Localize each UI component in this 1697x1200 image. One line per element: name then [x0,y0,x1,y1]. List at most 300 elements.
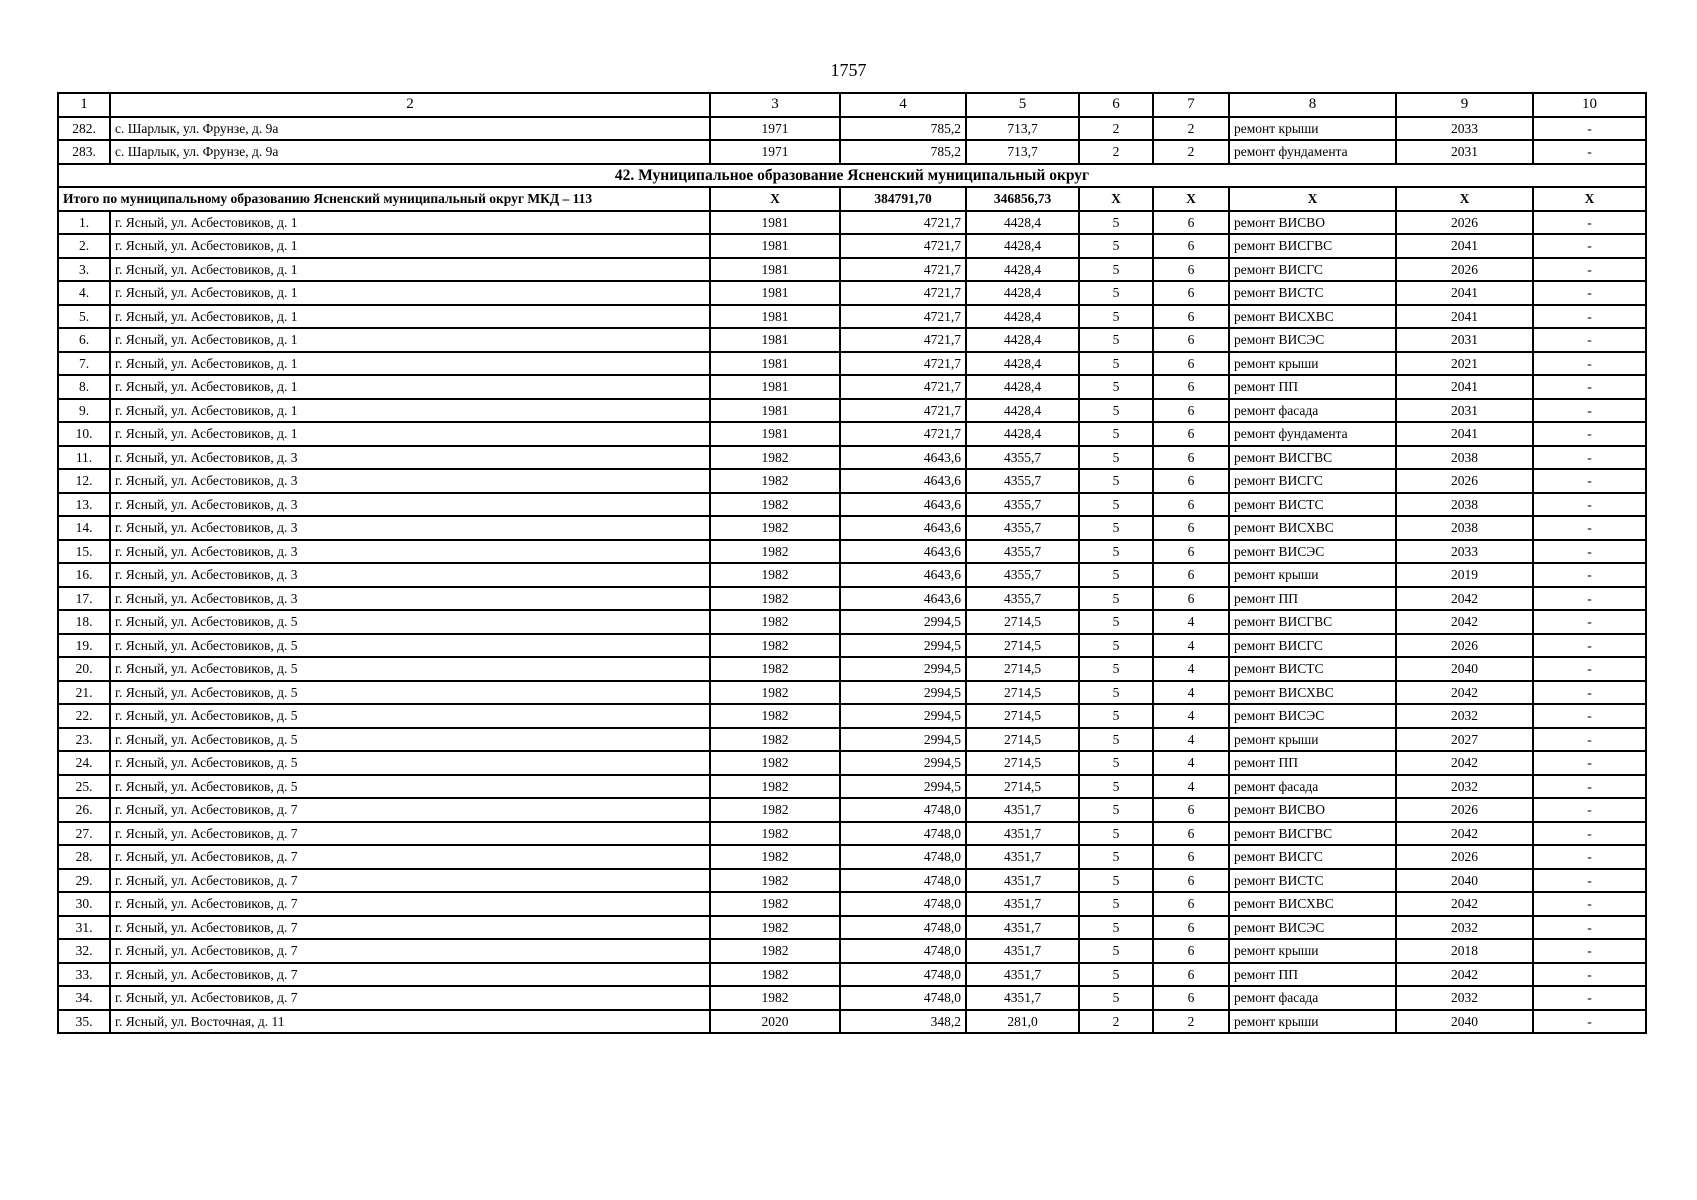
plan-year-cell: 2041 [1396,375,1533,399]
work-type-cell: ремонт фасада [1229,986,1396,1010]
column-header: 2 [110,93,710,117]
living-area-cell: 4355,7 [966,563,1079,587]
floors-cell: 5 [1079,258,1153,282]
total-area-cell: 4748,0 [840,939,966,963]
living-area-cell: 4351,7 [966,798,1079,822]
floors-cell: 5 [1079,775,1153,799]
living-area-cell: 4351,7 [966,939,1079,963]
living-area-cell: 713,7 [966,117,1079,141]
year-cell: 1982 [710,657,840,681]
address-cell: г. Ясный, ул. Асбестовиков, д. 3 [110,587,710,611]
year-cell: 1982 [710,704,840,728]
floors-cell: 5 [1079,798,1153,822]
floors-cell: 5 [1079,681,1153,705]
address-cell: г. Ясный, ул. Асбестовиков, д. 7 [110,939,710,963]
column-header: 3 [710,93,840,117]
year-cell: 1981 [710,422,840,446]
year-cell: 1982 [710,728,840,752]
entrances-cell: 6 [1153,916,1229,940]
address-cell: г. Ясный, ул. Асбестовиков, д. 7 [110,869,710,893]
address-cell: г. Ясный, ул. Асбестовиков, д. 3 [110,446,710,470]
work-type-cell: ремонт ВИСХВС [1229,516,1396,540]
work-type-cell: ремонт ВИСГС [1229,634,1396,658]
total-area-sum: 384791,70 [840,187,966,211]
table-row [58,563,1646,587]
living-area-cell: 4351,7 [966,845,1079,869]
col10-cell: - [1533,328,1646,352]
work-type-cell: ремонт фасада [1229,399,1396,423]
year-cell: 1982 [710,634,840,658]
work-type-cell: ремонт ВИСТС [1229,493,1396,517]
living-area-cell: 2714,5 [966,775,1079,799]
work-type-cell: ремонт ВИСЭС [1229,704,1396,728]
plan-year-cell: 2041 [1396,422,1533,446]
address-cell: г. Ясный, ул. Асбестовиков, д. 1 [110,234,710,258]
address-cell: г. Ясный, ул. Асбестовиков, д. 3 [110,540,710,564]
work-type-cell: ремонт крыши [1229,1010,1396,1034]
table-row [58,728,1646,752]
table-row [58,399,1646,423]
row-number-cell: 6. [58,328,110,352]
row-number-cell: 12. [58,469,110,493]
address-cell: г. Ясный, ул. Асбестовиков, д. 7 [110,845,710,869]
table-row [58,892,1646,916]
col10-cell: - [1533,281,1646,305]
living-area-cell: 4428,4 [966,211,1079,235]
year-cell: 1982 [710,775,840,799]
floors-cell: 5 [1079,986,1153,1010]
plan-year-cell: 2032 [1396,704,1533,728]
year-cell: 1981 [710,305,840,329]
work-type-cell: ремонт ПП [1229,375,1396,399]
entrances-cell: 6 [1153,563,1229,587]
year-cell: 1982 [710,493,840,517]
plan-year-cell: 2041 [1396,305,1533,329]
floors-cell: 5 [1079,869,1153,893]
address-cell: г. Ясный, ул. Асбестовиков, д. 5 [110,657,710,681]
row-number-cell: 10. [58,422,110,446]
address-cell: г. Ясный, ул. Восточная, д. 11 [110,1010,710,1034]
work-type-cell: ремонт ВИСГВС [1229,446,1396,470]
plan-year-cell: 2027 [1396,728,1533,752]
col10-cell: - [1533,1010,1646,1034]
row-number-cell: 1. [58,211,110,235]
floors-cell: 5 [1079,845,1153,869]
address-cell: г. Ясный, ул. Асбестовиков, д. 5 [110,751,710,775]
total-area-cell: 2994,5 [840,610,966,634]
total-area-cell: 4721,7 [840,211,966,235]
total-area-cell: 4748,0 [840,869,966,893]
total-year: Х [710,187,840,211]
living-area-cell: 4355,7 [966,540,1079,564]
plan-year-cell: 2031 [1396,399,1533,423]
table-row [58,704,1646,728]
total-area-cell: 4721,7 [840,399,966,423]
year-cell: 1982 [710,563,840,587]
year-cell: 1971 [710,117,840,141]
total-work: Х [1229,187,1396,211]
floors-cell: 5 [1079,516,1153,540]
work-type-cell: ремонт крыши [1229,728,1396,752]
table-row [58,845,1646,869]
table-row [58,469,1646,493]
year-cell: 1982 [710,845,840,869]
year-cell: 2020 [710,1010,840,1034]
living-area-cell: 2714,5 [966,728,1079,752]
plan-year-cell: 2033 [1396,117,1533,141]
plan-year-cell: 2026 [1396,211,1533,235]
table-row [58,587,1646,611]
entrances-cell: 6 [1153,281,1229,305]
column-header: 7 [1153,93,1229,117]
plan-year-cell: 2026 [1396,634,1533,658]
floors-cell: 5 [1079,657,1153,681]
entrances-cell: 6 [1153,211,1229,235]
row-number-cell: 30. [58,892,110,916]
col10-cell: - [1533,634,1646,658]
entrances-cell: 2 [1153,1010,1229,1034]
entrances-cell: 6 [1153,892,1229,916]
plan-year-cell: 2041 [1396,281,1533,305]
row-number-cell: 20. [58,657,110,681]
column-header: 8 [1229,93,1396,117]
total-area-cell: 2994,5 [840,704,966,728]
year-cell: 1982 [710,469,840,493]
col10-cell: - [1533,939,1646,963]
total-area-cell: 4643,6 [840,469,966,493]
entrances-cell: 6 [1153,422,1229,446]
floors-cell: 5 [1079,211,1153,235]
table-row [58,140,1646,164]
table-row [58,681,1646,705]
plan-year-cell: 2042 [1396,587,1533,611]
entrances-cell: 6 [1153,939,1229,963]
col10-cell: - [1533,892,1646,916]
living-area-cell: 4428,4 [966,258,1079,282]
living-area-cell: 4351,7 [966,916,1079,940]
total-area-cell: 4748,0 [840,892,966,916]
plan-year-cell: 2038 [1396,493,1533,517]
entrances-cell: 6 [1153,446,1229,470]
row-number-cell: 22. [58,704,110,728]
plan-year-cell: 2040 [1396,657,1533,681]
floors-cell: 5 [1079,728,1153,752]
work-type-cell: ремонт ВИСЭС [1229,916,1396,940]
column-number-header-row [58,93,1646,117]
address-cell: г. Ясный, ул. Асбестовиков, д. 3 [110,563,710,587]
living-area-cell: 4351,7 [966,869,1079,893]
address-cell: г. Ясный, ул. Асбестовиков, д. 7 [110,892,710,916]
entrances-cell: 2 [1153,140,1229,164]
col10-cell: - [1533,681,1646,705]
row-number-cell: 18. [58,610,110,634]
floors-cell: 5 [1079,493,1153,517]
address-cell: г. Ясный, ул. Асбестовиков, д. 3 [110,516,710,540]
work-type-cell: ремонт крыши [1229,117,1396,141]
table-row [58,422,1646,446]
floors-cell: 5 [1079,399,1153,423]
plan-year-cell: 2031 [1396,328,1533,352]
living-area-cell: 4355,7 [966,516,1079,540]
entrances-cell: 6 [1153,493,1229,517]
housing-registry-table [57,92,1647,1034]
col10-cell: - [1533,728,1646,752]
column-header: 5 [966,93,1079,117]
floors-cell: 5 [1079,963,1153,987]
floors-cell: 5 [1079,281,1153,305]
year-cell: 1981 [710,352,840,376]
address-cell: г. Ясный, ул. Асбестовиков, д. 7 [110,916,710,940]
living-area-cell: 4428,4 [966,281,1079,305]
work-type-cell: ремонт фасада [1229,775,1396,799]
total-area-cell: 4748,0 [840,822,966,846]
row-number-cell: 27. [58,822,110,846]
col10-cell: - [1533,704,1646,728]
row-number-cell: 8. [58,375,110,399]
col10-cell: - [1533,540,1646,564]
row-number-cell: 5. [58,305,110,329]
work-type-cell: ремонт ВИСВО [1229,798,1396,822]
work-type-cell: ремонт ВИСВО [1229,211,1396,235]
total-entrances: Х [1153,187,1229,211]
year-cell: 1982 [710,610,840,634]
col10-cell: - [1533,516,1646,540]
total-area-cell: 4748,0 [840,798,966,822]
column-header: 1 [58,93,110,117]
work-type-cell: ремонт крыши [1229,563,1396,587]
table-row [58,963,1646,987]
row-number-cell: 32. [58,939,110,963]
entrances-cell: 4 [1153,610,1229,634]
section-title-row [58,164,1646,188]
year-cell: 1971 [710,140,840,164]
row-number-cell: 31. [58,916,110,940]
col10-cell: - [1533,869,1646,893]
row-number-cell: 17. [58,587,110,611]
living-area-cell: 2714,5 [966,657,1079,681]
address-cell: г. Ясный, ул. Асбестовиков, д. 1 [110,281,710,305]
living-area-cell: 2714,5 [966,704,1079,728]
entrances-cell: 2 [1153,117,1229,141]
year-cell: 1981 [710,211,840,235]
floors-cell: 5 [1079,563,1153,587]
plan-year-cell: 2042 [1396,963,1533,987]
floors-cell: 5 [1079,422,1153,446]
total-area-cell: 785,2 [840,140,966,164]
work-type-cell: ремонт фундамента [1229,422,1396,446]
column-header: 10 [1533,93,1646,117]
col10-cell: - [1533,610,1646,634]
living-area-cell: 4355,7 [966,446,1079,470]
row-number-cell: 21. [58,681,110,705]
col10-cell: - [1533,563,1646,587]
row-number-cell: 13. [58,493,110,517]
address-cell: г. Ясный, ул. Асбестовиков, д. 1 [110,305,710,329]
table-row [58,258,1646,282]
year-cell: 1982 [710,916,840,940]
col10-cell: - [1533,422,1646,446]
floors-cell: 5 [1079,610,1153,634]
col10-cell: - [1533,963,1646,987]
year-cell: 1982 [710,939,840,963]
work-type-cell: ремонт ВИСХВС [1229,681,1396,705]
address-cell: г. Ясный, ул. Асбестовиков, д. 1 [110,375,710,399]
total-area-cell: 4643,6 [840,446,966,470]
year-cell: 1981 [710,258,840,282]
address-cell: с. Шарлык, ул. Фрунзе, д. 9а [110,140,710,164]
plan-year-cell: 2018 [1396,939,1533,963]
total-area-cell: 4748,0 [840,845,966,869]
entrances-cell: 4 [1153,728,1229,752]
col10-cell: - [1533,399,1646,423]
total-area-cell: 785,2 [840,117,966,141]
table-row [58,234,1646,258]
col10-cell: - [1533,845,1646,869]
year-cell: 1981 [710,281,840,305]
total-area-cell: 2994,5 [840,775,966,799]
row-number-cell: 2. [58,234,110,258]
row-number-cell: 28. [58,845,110,869]
year-cell: 1981 [710,234,840,258]
living-area-cell: 4351,7 [966,892,1079,916]
table-row [58,775,1646,799]
floors-cell: 5 [1079,822,1153,846]
living-area-cell: 4428,4 [966,305,1079,329]
table-row [58,281,1646,305]
table-row [58,540,1646,564]
table-row [58,751,1646,775]
plan-year-cell: 2032 [1396,775,1533,799]
total-area-cell: 4721,7 [840,234,966,258]
work-type-cell: ремонт крыши [1229,352,1396,376]
living-area-cell: 4428,4 [966,422,1079,446]
year-cell: 1981 [710,399,840,423]
table-row [58,916,1646,940]
floors-cell: 2 [1079,1010,1153,1034]
row-number-cell: 9. [58,399,110,423]
living-area-cell: 2714,5 [966,751,1079,775]
entrances-cell: 6 [1153,986,1229,1010]
address-cell: г. Ясный, ул. Асбестовиков, д. 5 [110,704,710,728]
table-row [58,610,1646,634]
total-area-cell: 4721,7 [840,281,966,305]
work-type-cell: ремонт ВИСХВС [1229,892,1396,916]
column-header: 6 [1079,93,1153,117]
total-area-cell: 4748,0 [840,916,966,940]
table-row [58,798,1646,822]
living-area-cell: 4355,7 [966,493,1079,517]
work-type-cell: ремонт ПП [1229,963,1396,987]
column-header: 9 [1396,93,1533,117]
address-cell: г. Ясный, ул. Асбестовиков, д. 7 [110,986,710,1010]
row-number-cell: 33. [58,963,110,987]
living-area-cell: 2714,5 [966,610,1079,634]
total-area-cell: 4721,7 [840,305,966,329]
table-row [58,446,1646,470]
floors-cell: 5 [1079,634,1153,658]
entrances-cell: 6 [1153,516,1229,540]
table-row [58,375,1646,399]
entrances-cell: 6 [1153,798,1229,822]
total-area-cell: 4643,6 [840,563,966,587]
year-cell: 1981 [710,375,840,399]
entrances-cell: 4 [1153,704,1229,728]
plan-year-cell: 2032 [1396,986,1533,1010]
table-row [58,939,1646,963]
work-type-cell: ремонт фундамента [1229,140,1396,164]
floors-cell: 5 [1079,939,1153,963]
total-area-cell: 4748,0 [840,963,966,987]
total-area-cell: 2994,5 [840,634,966,658]
total-area-cell: 2994,5 [840,751,966,775]
row-number-cell: 19. [58,634,110,658]
plan-year-cell: 2019 [1396,563,1533,587]
entrances-cell: 6 [1153,305,1229,329]
col10-cell: - [1533,986,1646,1010]
total-label: Итого по муниципальному образованию Ясненский муниципальный округ МКД – 113 [58,187,710,211]
row-number-cell: 14. [58,516,110,540]
row-number-cell: 35. [58,1010,110,1034]
plan-year-cell: 2032 [1396,916,1533,940]
year-cell: 1981 [710,328,840,352]
floors-cell: 5 [1079,305,1153,329]
work-type-cell: ремонт ВИСЭС [1229,328,1396,352]
table-row [58,328,1646,352]
col10-cell: - [1533,916,1646,940]
work-type-cell: ремонт ВИСГС [1229,845,1396,869]
plan-year-cell: 2042 [1396,751,1533,775]
total-area-cell: 2994,5 [840,681,966,705]
plan-year-cell: 2038 [1396,446,1533,470]
address-cell: г. Ясный, ул. Асбестовиков, д. 5 [110,775,710,799]
plan-year-cell: 2031 [1396,140,1533,164]
address-cell: г. Ясный, ул. Асбестовиков, д. 1 [110,399,710,423]
col10-cell: - [1533,587,1646,611]
living-area-cell: 4351,7 [966,822,1079,846]
entrances-cell: 6 [1153,822,1229,846]
work-type-cell: ремонт ВИСТС [1229,281,1396,305]
total-area-cell: 4643,6 [840,516,966,540]
entrances-cell: 4 [1153,657,1229,681]
plan-year-cell: 2026 [1396,798,1533,822]
total-area-cell: 2994,5 [840,657,966,681]
address-cell: г. Ясный, ул. Асбестовиков, д. 5 [110,728,710,752]
table-row [58,869,1646,893]
work-type-cell: ремонт ВИСГС [1229,469,1396,493]
plan-year-cell: 2040 [1396,869,1533,893]
floors-cell: 5 [1079,540,1153,564]
row-number-cell: 15. [58,540,110,564]
row-number-cell: 11. [58,446,110,470]
col10-cell: - [1533,234,1646,258]
total-area-cell: 2994,5 [840,728,966,752]
column-header: 4 [840,93,966,117]
total-area-cell: 348,2 [840,1010,966,1034]
year-cell: 1982 [710,963,840,987]
col10-cell: - [1533,798,1646,822]
living-area-cell: 281,0 [966,1010,1079,1034]
total-plan-year: Х [1396,187,1533,211]
living-area-cell: 2714,5 [966,634,1079,658]
living-area-cell: 4428,4 [966,328,1079,352]
year-cell: 1982 [710,587,840,611]
table-row [58,657,1646,681]
year-cell: 1982 [710,540,840,564]
work-type-cell: ремонт ВИСЭС [1229,540,1396,564]
col10-cell: - [1533,258,1646,282]
row-number-cell: 282. [58,117,110,141]
year-cell: 1982 [710,681,840,705]
